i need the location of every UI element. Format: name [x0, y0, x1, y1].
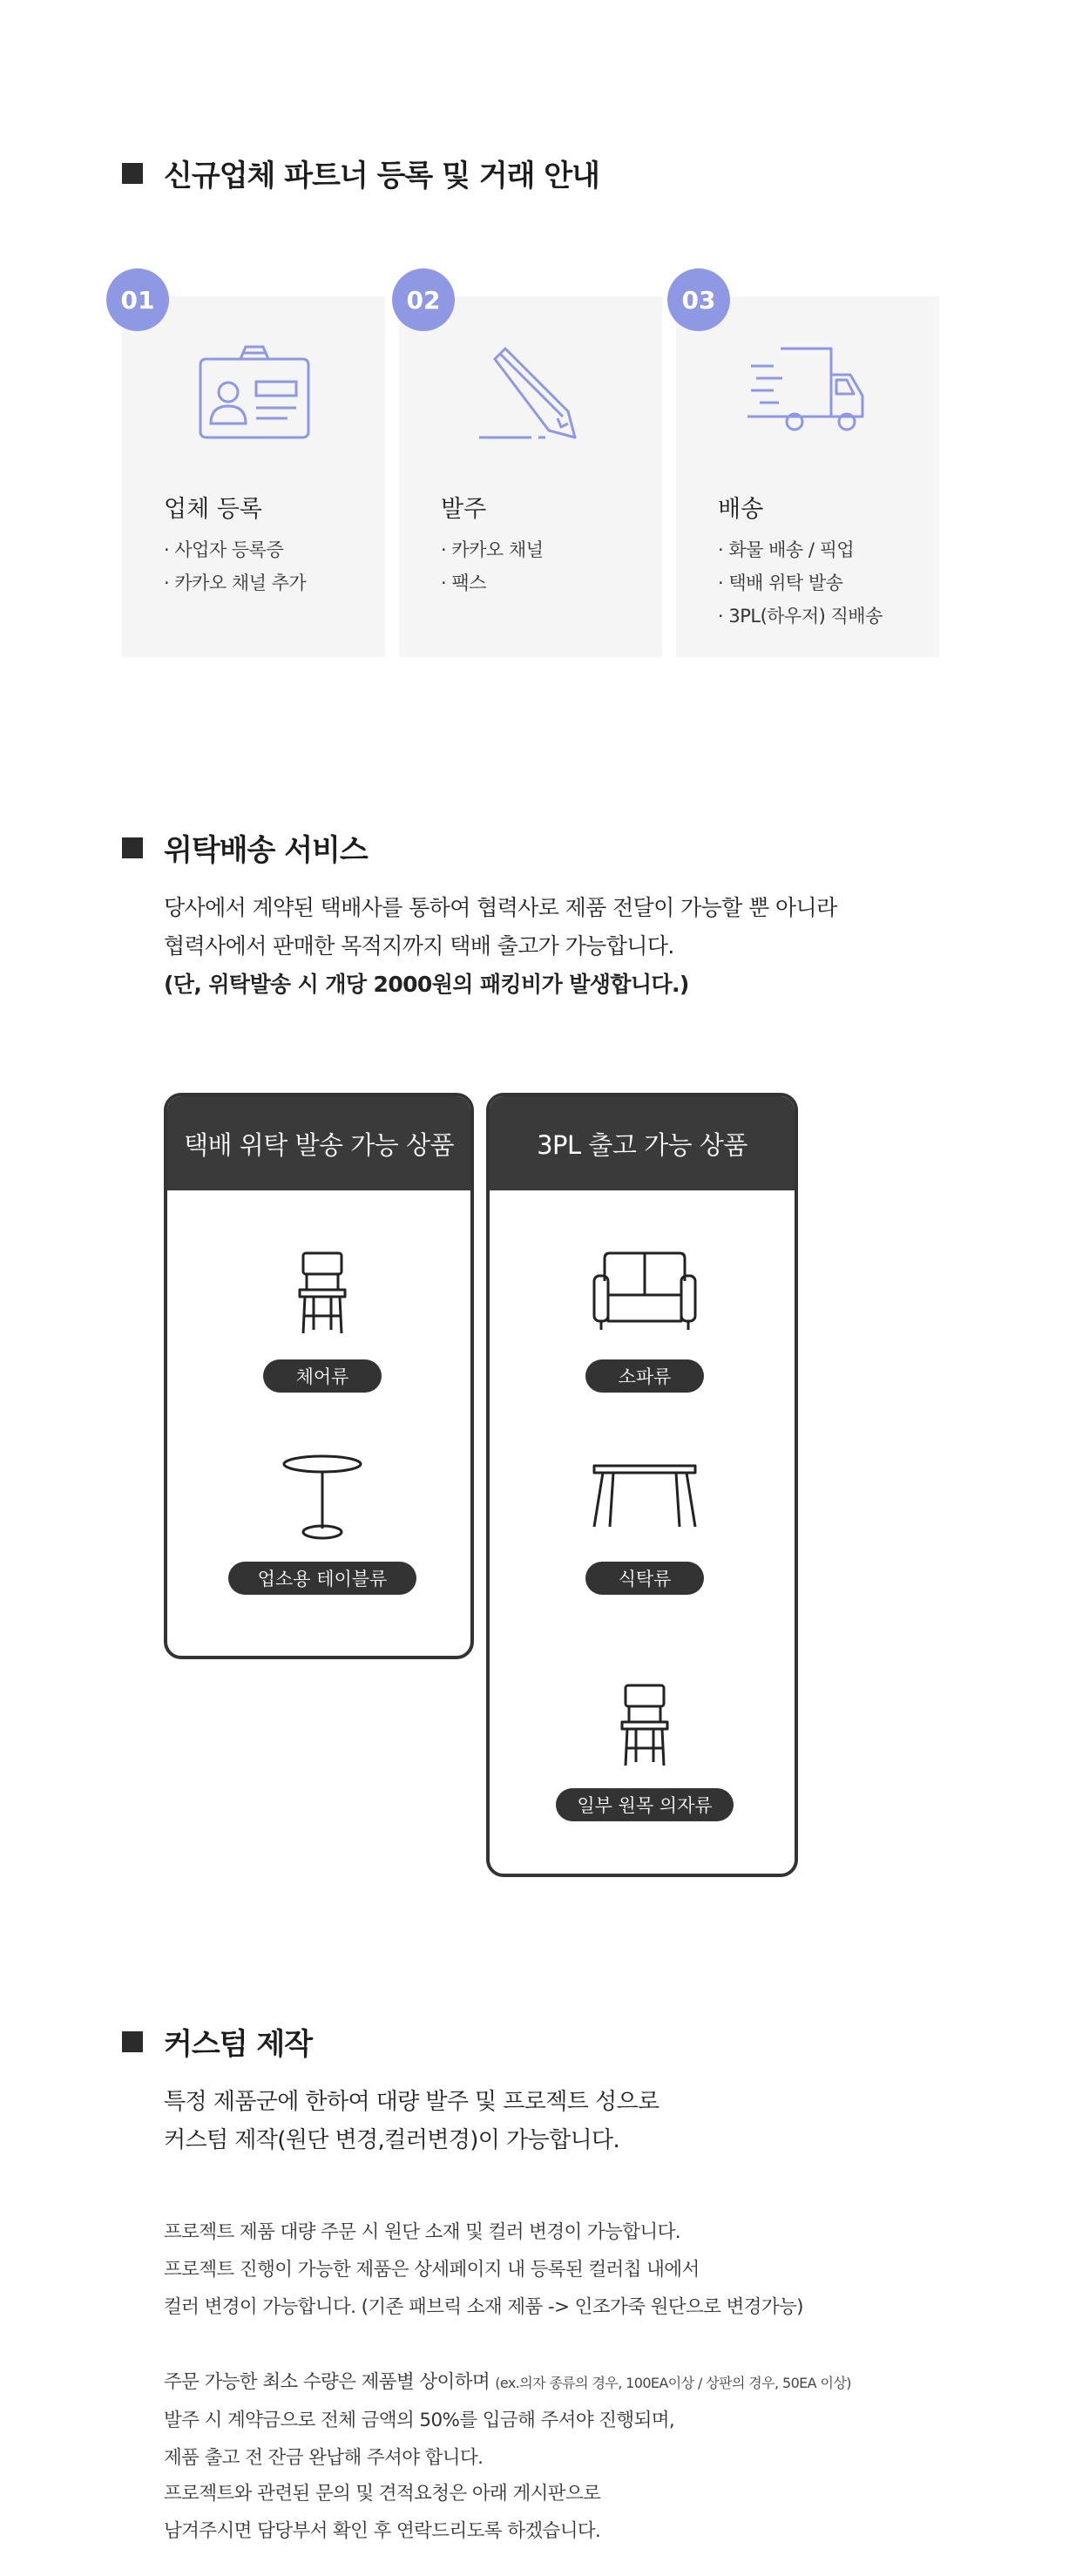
product-pill: 업소용 테이블류 [228, 1562, 416, 1595]
product-pill: 소파류 [585, 1359, 704, 1393]
section-title-consignment [122, 826, 368, 869]
product-pill: 체어류 [263, 1359, 382, 1393]
pencil-icon [470, 340, 592, 444]
step-item: · 3PL(하우저) 직배송 [718, 606, 883, 627]
step-card-delivery [676, 296, 939, 657]
square-bullet-icon [122, 2031, 143, 2052]
step-title: 업체 등록 [164, 496, 262, 523]
square-bullet-icon [122, 163, 143, 184]
round-table-icon [281, 1454, 364, 1541]
box-title: 택배 위탁 발송 가능 상품 [167, 1096, 470, 1190]
intro-line: 특정 제품군에 한하여 대량 발주 및 프로젝트 성으로 [164, 2089, 659, 2115]
step-item-list [441, 533, 543, 600]
paragraph-line: 발주 시 계약금으로 전체 금액의 50%를 입금해 주셔야 진행되며, [164, 2410, 675, 2431]
paragraph-line: 프로젝트와 관련된 문의 및 견적요청은 아래 게시판으로 [164, 2483, 601, 2505]
chair-icon [296, 1250, 348, 1337]
step-number-badge: 03 [667, 268, 730, 331]
step-card-register [122, 296, 385, 657]
step-item: · 카카오 채널 [441, 539, 544, 560]
step-item-list [164, 533, 306, 600]
custom-paragraph-3 [164, 2475, 600, 2550]
product-pill: 식탁류 [585, 1562, 704, 1595]
paragraph-line: 컬러 변경이 가능합니다. (기존 패브릭 소재 제품 -> 인조가죽 원단으로 변경가능) [164, 2296, 803, 2318]
3pl-products-box [486, 1093, 798, 1877]
step-item: · 카카오 채널 추가 [164, 573, 307, 593]
step-card-order [399, 296, 662, 657]
step-item: · 화물 배송 / 픽업 [718, 539, 855, 560]
wood-chair-icon [619, 1682, 671, 1769]
desc-line: 협력사에서 판매한 목적지까지 택배 출고가 가능합니다. [164, 933, 674, 959]
paragraph-line: 프로젝트 진행이 가능한 제품은 상세페이지 내 등록된 컬러칩 내에서 [164, 2259, 700, 2281]
sofa-icon [591, 1250, 699, 1333]
paragraph-line: 남겨주시면 담당부서 확인 후 연락드리도록 하겠습니다. [164, 2520, 601, 2542]
section-title-text: 신규업체 파트너 등록 및 거래 안내 [164, 159, 599, 193]
courier-products-box [164, 1093, 474, 1659]
consignment-description [164, 889, 837, 966]
min-qty-text: 주문 가능한 최소 수량은 제품별 상이하며 [164, 2371, 496, 2393]
section-title-custom [122, 2020, 312, 2063]
section-title-text: 위탁배송 서비스 [164, 833, 368, 868]
truck-icon [747, 340, 869, 444]
step-title: 배송 [718, 496, 764, 523]
custom-paragraph-1 [164, 2213, 803, 2326]
paragraph-line [164, 2363, 851, 2402]
step-item: · 팩스 [441, 573, 486, 593]
step-item-list [718, 533, 883, 633]
step-item: · 택배 위탁 발송 [718, 573, 843, 593]
custom-paragraph-2 [164, 2363, 851, 2477]
step-number-badge: 02 [392, 268, 455, 331]
step-item: · 사업자 등록증 [164, 539, 284, 560]
product-pill: 일부 원목 의자류 [556, 1788, 734, 1821]
packing-fee-note: (단, 위탁발송 시 개당 2000원의 패킹비가 발생합니다.) [164, 972, 689, 997]
paragraph-line: 프로젝트 제품 대량 주문 시 원단 소재 및 컬러 변경이 가능합니다. [164, 2221, 680, 2243]
box-title: 3PL 출고 가능 상품 [490, 1096, 795, 1190]
section-title-text: 커스텀 제작 [164, 2027, 313, 2062]
square-bullet-icon [122, 837, 143, 858]
step-title: 발주 [441, 496, 487, 523]
dining-table-icon [591, 1462, 699, 1532]
paragraph-line: 제품 출고 전 잔금 완납해 주셔야 합니다. [164, 2447, 484, 2469]
section-title-partner [122, 152, 599, 194]
id-card-icon [193, 340, 315, 444]
intro-line: 커스텀 제작(원단 변경,컬러변경)이 가능합니다. [164, 2127, 620, 2153]
desc-line: 당사에서 계약된 택배사를 통하여 협력사로 제품 전달이 가능할 뿐 아니라 [164, 895, 837, 920]
min-qty-example: (ex.의자 종류의 경우, 100EA이상 / 상판의 경우, 50EA 이상) [495, 2375, 851, 2391]
step-number-badge: 01 [106, 268, 169, 331]
custom-intro [164, 2083, 659, 2159]
